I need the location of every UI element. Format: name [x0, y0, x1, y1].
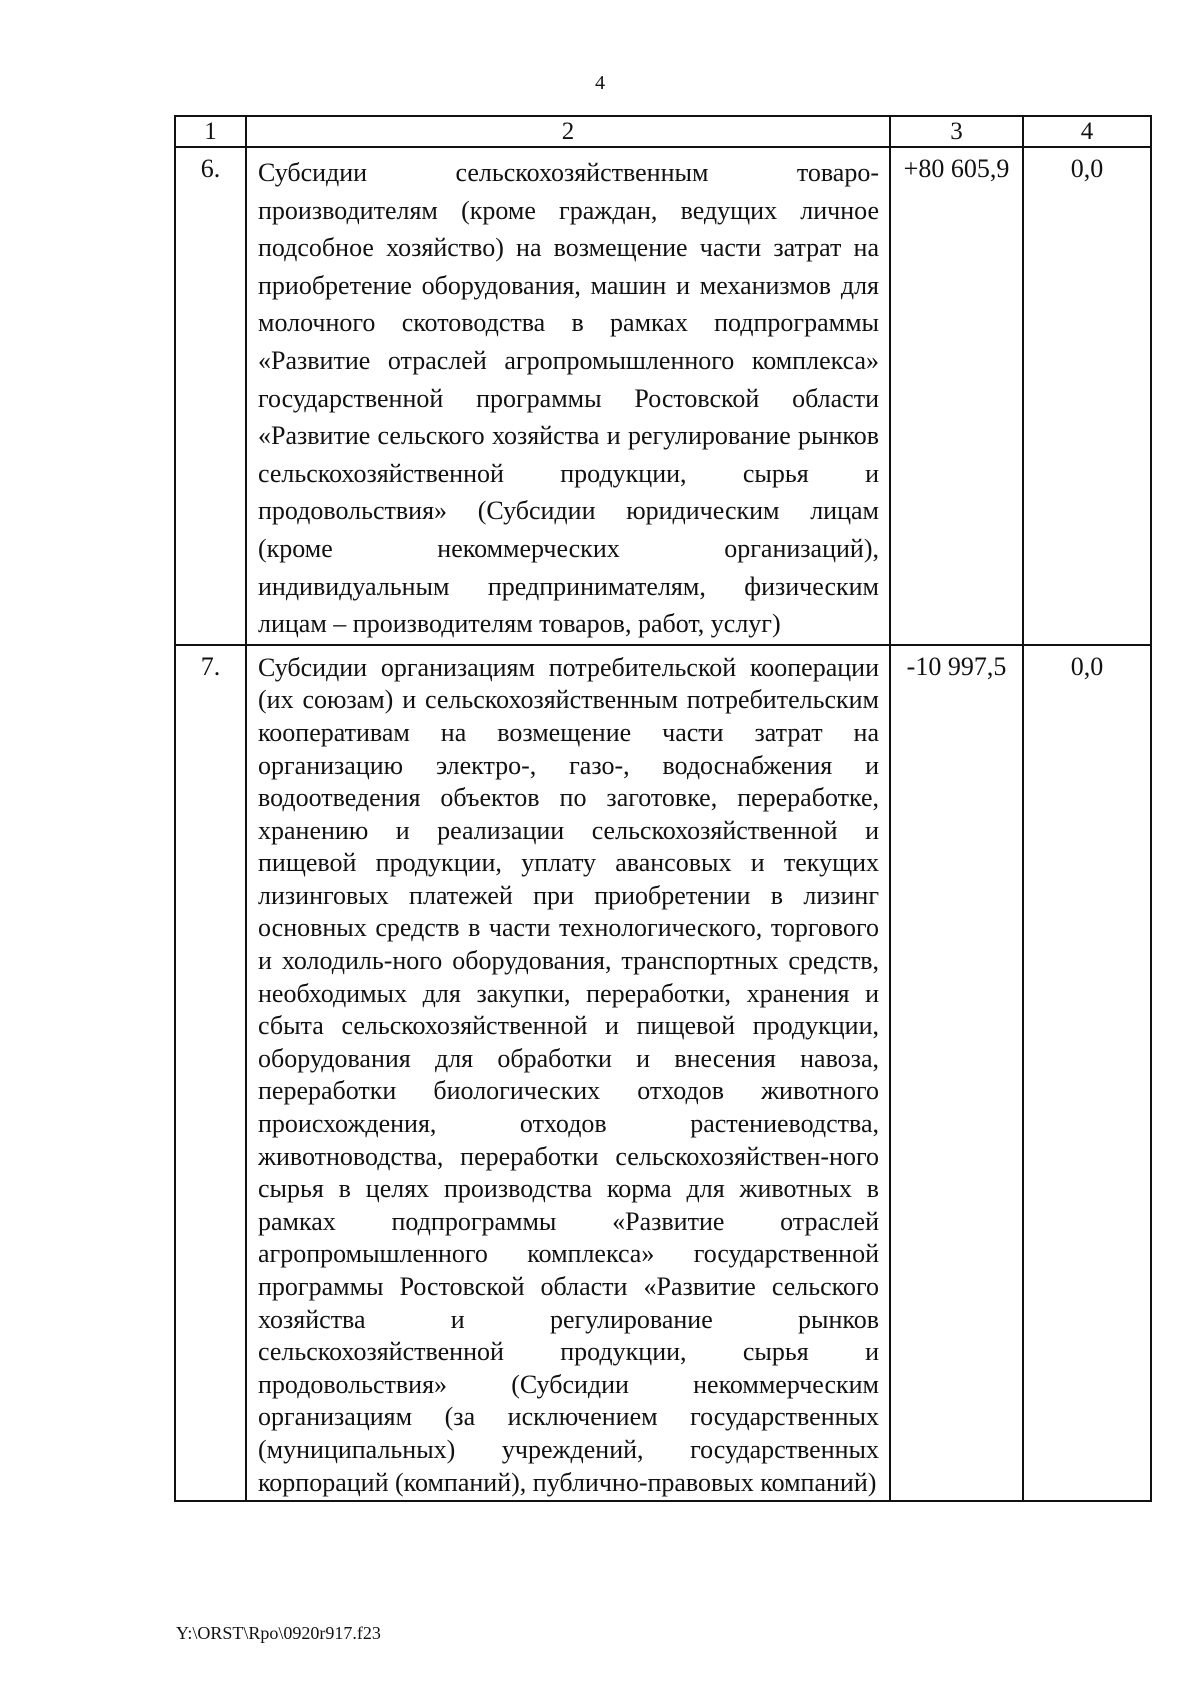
row-description: Субсидии сельскохозяйственным товаро-производителям (кроме граждан, ведущих личное подсобное хозяйство) на возмещение части затрат на приобретение оборудования, машин и механизмов для молочного скотоводства в рамках подпрограммы «Развитие отраслей агропромышленного комплекса» государственной программы Ростовской области «Развитие сельского хозяйства и регулирование рынков сельскохозяйственной продукции, сырья и продовольствия» (Субсидии юридическим лицам (кроме некоммерческих организаций), индивидуальным предпринимателям, физическим лицам – производителям товаров, работ, услуг)	[246, 147, 890, 645]
row-amount: 0,0	[1023, 645, 1151, 1501]
document-table	[174, 115, 1152, 1502]
row-amount: 0,0	[1023, 147, 1151, 645]
header-cell-1: 1	[175, 116, 246, 147]
header-cell-4: 4	[1023, 116, 1151, 147]
row-amount-change: -10 997,5	[890, 645, 1023, 1501]
row-number: 6.	[175, 147, 246, 645]
page-number: 4	[595, 72, 605, 94]
file-path-footer: Y:\ORST\Rpo\0920r917.f23	[176, 1623, 381, 1643]
row-amount-change: +80 605,9	[890, 147, 1023, 645]
table-row	[175, 645, 1151, 1501]
header-cell-2: 2	[246, 116, 890, 147]
row-description: Субсидии организациям потребительской кооперации (их союзам) и сельскохозяйственным потребительским кооперативам на возмещение части затрат на организацию электро-, газо-, водоснабжения и водоотведения объектов по заготовке, переработке, хранению и реализации сельскохозяйственной и пищевой продукции, уплату авансовых и текущих лизинговых платежей при приобретении в лизинг основных средств в части технологического, торгового и холодиль-ного оборудования, транспортных средств, необходимых для закупки, переработки, хранения и сбыта сельскохозяйственной и пищевой продукции, оборудования для обработки и внесения навоза, переработки биологических отходов животного происхождения, отходов растениеводства, животноводства, переработки сельскохозяйствен-ного сырья в целях производства корма для животных в рамках подпрограммы «Развитие отраслей агропромышленного комплекса» государственной программы Ростовской области «Развитие сельского хозяйства и регулирование рынков сельскохозяйственной продукции, сырья и продовольствия» (Субсидии некоммерческим организациям (за исключением государственных (муниципальных) учреждений, государственных корпораций (компаний), публично-правовых компаний)	[246, 645, 890, 1501]
table-row	[175, 147, 1151, 645]
header-cell-3: 3	[890, 116, 1023, 147]
table-header-row	[175, 116, 1151, 147]
row-number: 7.	[175, 645, 246, 1501]
